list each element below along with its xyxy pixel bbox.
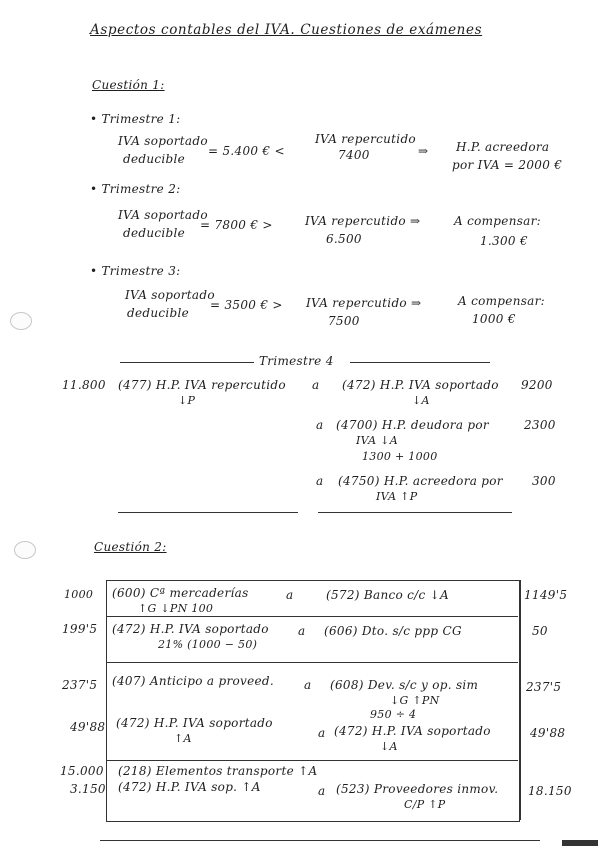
t1-eq: = 5.400 € < (208, 144, 285, 158)
t1-deducible: deducible (123, 152, 186, 166)
t2-result-1: A compensar: (454, 214, 542, 228)
q2-r4-credit-sub: ↓A (380, 740, 398, 753)
q2-r3-credit-sub: ↓G ↑PN (390, 694, 440, 707)
q2-r2-amount2: 50 (532, 624, 548, 638)
t4-r1-credit-sub: ↓A (412, 394, 430, 407)
q2-r3-credit: (608) Dev. s/c y op. sim (330, 678, 479, 692)
q2-amount-column-rule (520, 580, 521, 820)
t1-arrow: ⇒ (418, 144, 429, 158)
t1-result-1: H.P. acreedora (456, 140, 550, 154)
page-title: Aspectos contables del IVA. Cuestiones de exámenes (90, 22, 483, 38)
q2-r3-a: a (304, 678, 312, 692)
t4-r1-amount2: 9200 (521, 378, 553, 392)
t1-label: • Trimestre 1: (90, 112, 181, 126)
t3-result-1: A compensar: (458, 294, 546, 308)
t4-r3-credit-sub: IVA ↑P (376, 490, 418, 503)
q2-r2-credit: (606) Dto. s/c ppp CG (324, 624, 462, 638)
t3-eq: = 3500 € > (210, 298, 283, 312)
q2-r2-debit: (472) H.P. IVA soportado (112, 622, 269, 636)
t4-r2-credit-sub2: 1300 + 1000 (362, 450, 438, 463)
q2-r4-debit: (472) H.P. IVA soportado (116, 716, 273, 730)
t4-close-rule-right (318, 512, 512, 513)
q2-r3-credit-sub2: 950 ÷ 4 (370, 708, 417, 721)
q2-r3-amount: 237'5 (62, 678, 98, 692)
q2-r3-debit: (407) Anticipo a proveed. (112, 674, 275, 688)
q2-r1-debit-sub: ↑G ↓PN 100 (138, 602, 214, 615)
t4-r3-amount2: 300 (532, 474, 556, 488)
t4-r2-credit-sub: IVA ↓A (356, 434, 398, 447)
t4-r1-amount: 11.800 (62, 378, 106, 392)
q2-r4-amount: 49'88 (70, 720, 106, 734)
q2-r2-debit-sub: 21% (1000 − 50) (158, 638, 258, 651)
t4-close-rule-left (118, 512, 298, 513)
t4-label: Trimestre 4 (259, 354, 334, 368)
q2-r1-credit: (572) Banco c/c ↓A (326, 588, 449, 602)
q2-r1-amount: 1000 (64, 588, 94, 601)
t4-rule-right (350, 362, 490, 363)
q2-r6-credit-sub: C/P ↑P (404, 798, 446, 811)
q2-r5-debit: (218) Elementos transporte ↑A (118, 764, 318, 778)
t3-rep-amount: 7500 (328, 314, 360, 328)
t4-r1-debit: (477) H.P. IVA repercutido (118, 378, 286, 392)
t4-r2-amount2: 2300 (524, 418, 556, 432)
q2-r2-amount: 199'5 (62, 622, 98, 636)
t2-repercutido: IVA repercutido ⇒ (305, 214, 421, 228)
punch-hole-top (10, 312, 32, 330)
t3-deducible: deducible (127, 306, 190, 320)
t4-rule-left (120, 362, 254, 363)
q2-r6-credit: (523) Proveedores inmov. (336, 782, 499, 796)
q2-r6-amount2: 18.150 (528, 784, 572, 798)
q2-r2-rule (106, 662, 518, 663)
t2-rep-amount: 6.500 (326, 232, 362, 246)
q2-r2-a: a (298, 624, 306, 638)
q2-r5-amount: 15.000 (60, 764, 104, 778)
t3-label: • Trimestre 3: (90, 264, 181, 278)
t3-result-2: 1000 € (472, 312, 516, 326)
scan-mark (562, 840, 598, 846)
t1-soportado: IVA soportado (118, 134, 208, 148)
t4-r2-credit: (4700) H.P. deudora por (336, 418, 489, 432)
t4-r3-credit: (4750) H.P. acreedora por (338, 474, 503, 488)
q2-bottom-rule (100, 840, 540, 841)
q2-r4-a: a (318, 726, 326, 740)
t2-soportado: IVA soportado (118, 208, 208, 222)
t4-r1-credit: (472) H.P. IVA soportado (342, 378, 499, 392)
q2-r4-debit-sub: ↑A (174, 732, 192, 745)
q1-heading: Cuestión 1: (92, 78, 165, 92)
q2-r1-rule (106, 616, 518, 617)
q2-r6-amount: 3.150 (70, 782, 106, 796)
t2-eq: = 7800 € > (200, 218, 273, 232)
q2-r4-amount2: 49'88 (530, 726, 566, 740)
t4-r2-a: a (316, 418, 324, 432)
q2-r1-a: a (286, 588, 294, 602)
t4-r1-a: a (312, 378, 320, 392)
q2-r6-debit: (472) H.P. IVA sop. ↑A (118, 780, 261, 794)
t1-result-2: por IVA = 2000 € (452, 158, 563, 172)
t1-repercutido: IVA repercutido (315, 132, 416, 146)
q2-r4-rule (106, 760, 518, 761)
q2-r1-debit: (600) Cª mercaderías (112, 586, 249, 600)
q2-r3-amount2: 237'5 (526, 680, 562, 694)
punch-hole-bottom (14, 541, 36, 559)
q2-r1-amount2: 1149'5 (524, 588, 568, 602)
q2-r4-credit: (472) H.P. IVA soportado (334, 724, 491, 738)
q2-r6-a: a (318, 784, 326, 798)
t2-result-2: 1.300 € (480, 234, 528, 248)
t3-soportado: IVA soportado (125, 288, 215, 302)
t4-r3-a: a (316, 474, 324, 488)
q2-heading: Cuestión 2: (94, 540, 167, 554)
t2-label: • Trimestre 2: (90, 182, 181, 196)
t2-deducible: deducible (123, 226, 186, 240)
t3-repercutido: IVA repercutido ⇒ (306, 296, 422, 310)
t1-rep-amount: 7400 (338, 148, 370, 162)
t4-r1-debit-sub: ↓P (178, 394, 196, 407)
